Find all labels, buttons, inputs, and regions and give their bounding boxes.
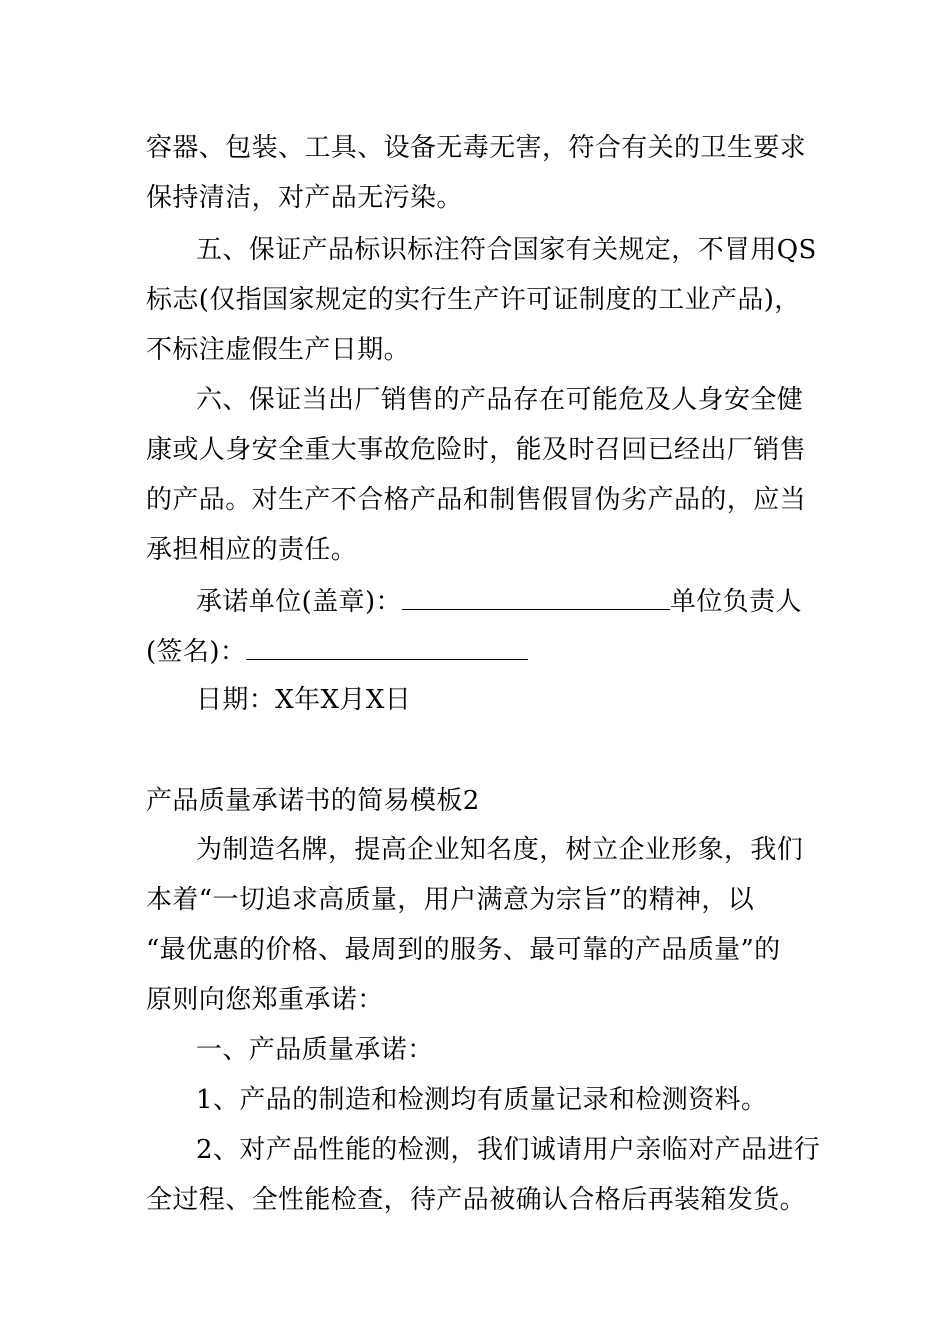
text-line: 全过程、全性能检查，待产品被确认合格后再装箱发货。 xyxy=(146,1185,807,1215)
text-line: 五、保证产品标识标注符合国家有关规定，不冒用QS xyxy=(196,235,817,265)
sign-label: (签名)： xyxy=(146,637,247,667)
text-line: 标志(仅指国家规定的实行生产许可证制度的工业产品)， xyxy=(146,285,801,315)
text-line: 的产品。对生产不合格产品和制售假冒伪劣产品的，应当 xyxy=(146,485,807,515)
text-line: 1、产品的制造和检测均有质量记录和检测资料。 xyxy=(196,1085,768,1115)
unit-seal-blank[interactable] xyxy=(402,585,670,610)
text-line: 本着“一切追求高质量，用户满意为宗旨”的精神，以 xyxy=(146,885,755,915)
text-line: 原则向您郑重承诺： xyxy=(146,985,384,1015)
text-line: 不标注虚假生产日期。 xyxy=(146,335,411,365)
unit-seal-label: 承诺单位(盖章)： xyxy=(196,587,402,617)
text-line: 2、对产品性能的检测，我们诚请用户亲临对产品进行 xyxy=(196,1135,821,1165)
signature-sign-line xyxy=(146,635,816,667)
section-title: 产品质量承诺书的简易模板2 xyxy=(146,786,480,816)
text-line: 承担相应的责任。 xyxy=(146,535,358,565)
sign-blank[interactable] xyxy=(246,635,528,660)
text-line: 六、保证当出厂销售的产品存在可能危及人身安全健 xyxy=(196,385,804,415)
text-line: “最优惠的价格、最周到的服务、最可靠的产品质量”的 xyxy=(146,935,781,965)
text-line: 为制造名牌，提高企业知名度，树立企业形象，我们 xyxy=(196,835,804,865)
text-line: 保持清洁，对产品无污染。 xyxy=(146,183,463,213)
text-line: 容器、包装、工具、设备无毒无害，符合有关的卫生要求 xyxy=(146,133,807,163)
signature-unit-line xyxy=(196,585,816,617)
text-line: 一、产品质量承诺： xyxy=(196,1035,434,1065)
responsible-label: 单位负责人 xyxy=(669,587,802,617)
date-line: 日期：X年X月X日 xyxy=(196,685,412,715)
text-line: 康或人身安全重大事故危险时，能及时召回已经出厂销售 xyxy=(146,435,807,465)
